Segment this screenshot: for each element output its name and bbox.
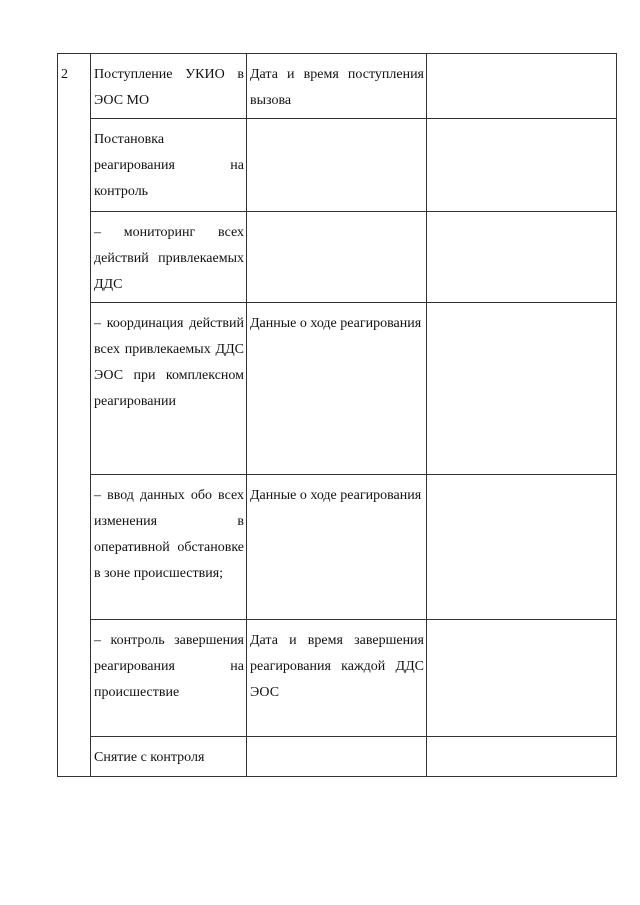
empty-cell bbox=[427, 303, 617, 475]
action-cell bbox=[91, 737, 247, 777]
data-cell bbox=[247, 119, 427, 212]
table-row bbox=[58, 620, 617, 737]
table-row bbox=[58, 737, 617, 777]
empty-cell bbox=[427, 737, 617, 777]
data-cell bbox=[247, 620, 427, 737]
action-text: – координация действий всех привлекаемых ДДС ЭОС при комплексном реагировании bbox=[94, 316, 244, 409]
data-cell bbox=[247, 54, 427, 119]
empty-cell bbox=[427, 119, 617, 212]
action-cell bbox=[91, 54, 247, 119]
action-text: Поступление УКИО в ЭОС МО bbox=[94, 67, 244, 108]
empty-cell bbox=[427, 475, 617, 620]
row-number: 2 bbox=[61, 67, 68, 82]
action-text: – мониторинг всех действий привлекаемых ДДС bbox=[94, 225, 244, 292]
action-cell bbox=[91, 303, 247, 475]
action-cell bbox=[91, 475, 247, 620]
action-cell bbox=[91, 212, 247, 303]
data-text: Данные о ходе реагирования bbox=[250, 488, 422, 503]
action-text: – контроль завершения реагирования на происшествие bbox=[94, 633, 244, 700]
data-text: Дата и время завершения реагирования каждой ДДС ЭОС bbox=[250, 633, 424, 700]
table-row bbox=[58, 54, 617, 119]
action-cell bbox=[91, 119, 247, 212]
data-text: Дата и время поступления вызова bbox=[250, 67, 424, 108]
empty-cell bbox=[427, 620, 617, 737]
empty-cell bbox=[427, 54, 617, 119]
data-cell bbox=[247, 212, 427, 303]
table-row bbox=[58, 303, 617, 475]
data-cell bbox=[247, 475, 427, 620]
data-cell bbox=[247, 303, 427, 475]
action-cell bbox=[91, 620, 247, 737]
empty-cell bbox=[427, 212, 617, 303]
action-text: Постановка реагирования на контроль bbox=[94, 132, 244, 199]
table-row bbox=[58, 119, 617, 212]
action-text: – ввод данных обо всех изменения в оперативной обстановке в зоне происшествия; bbox=[94, 488, 244, 581]
data-cell bbox=[247, 737, 427, 777]
table-row bbox=[58, 212, 617, 303]
action-text: Снятие с контроля bbox=[94, 750, 205, 765]
data-text: Данные о ходе реагирования bbox=[250, 316, 422, 331]
procedure-table bbox=[57, 53, 617, 777]
row-number-cell bbox=[58, 54, 91, 777]
table-row bbox=[58, 475, 617, 620]
